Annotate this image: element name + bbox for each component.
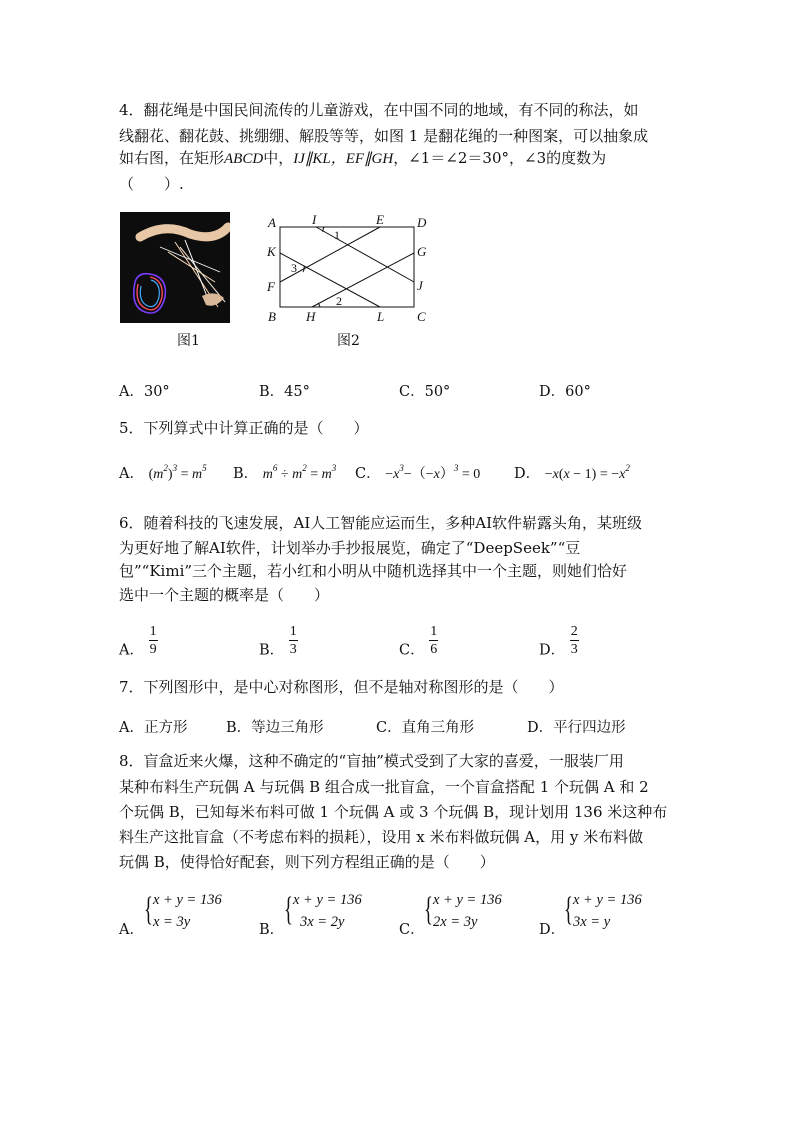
q8-option-d-label[interactable]: D． bbox=[539, 922, 566, 938]
q6-text-line-2: 为更好地了解AI软件，计划举办手抄报展览，确定了“DeepSeek”“豆 bbox=[119, 539, 581, 557]
fraction-numerator: 1 bbox=[289, 624, 297, 639]
q5-option-a[interactable] bbox=[119, 462, 207, 483]
q7-option-d[interactable]: D．平行四边形 bbox=[527, 720, 626, 736]
q6-option-b[interactable] bbox=[259, 624, 298, 660]
q6-option-a-fraction bbox=[149, 624, 158, 657]
q5-option-a-expr: $(m^2)^3 = m^5$ bbox=[148, 463, 207, 482]
q6-option-b-fraction bbox=[289, 624, 298, 657]
q8-text-line-2: 某种布料生产玩偶 A 与玩偶 B 组合成一批盲盒，一个盲盒搭配 1 个玩偶 A 和 2 bbox=[119, 778, 649, 796]
q8-text-line-4: 料生产这批盲盒（不考虑布料的损耗），设用 x 米布料做玩偶 A，用 y 米布料做 bbox=[119, 828, 644, 846]
label-g: G bbox=[417, 244, 427, 259]
q8-option-b-system[interactable]: { x + y = 136 3x = 2y bbox=[284, 889, 353, 933]
q5-option-c-label: C． bbox=[355, 466, 381, 482]
q4-option-c[interactable]: C．50° bbox=[399, 384, 451, 400]
q5-option-a-label: A． bbox=[119, 466, 144, 482]
label-l: L bbox=[377, 309, 385, 324]
q6-option-c[interactable] bbox=[399, 624, 438, 660]
string-game-photo bbox=[120, 212, 230, 323]
q6-option-d[interactable] bbox=[539, 624, 579, 660]
q4-text-line-2: 线翻花、翻花鼓、挑绷绷、解股等等，如图 1 是翻花绳的一种图案，可以抽象成 bbox=[119, 127, 649, 145]
q7-option-b[interactable]: B．等边三角形 bbox=[226, 720, 324, 736]
q6-option-c-fraction bbox=[429, 624, 438, 657]
label-h: H bbox=[306, 309, 316, 324]
q7-stem: 7．下列图形中，是中心对称图形，但不是轴对称图形的是（ ） bbox=[119, 678, 564, 696]
q4-option-a[interactable]: A．30° bbox=[119, 384, 170, 400]
fraction-denominator: 6 bbox=[430, 642, 438, 657]
rectangle-geometry-figure bbox=[260, 210, 435, 325]
string-game-photo-drawing bbox=[120, 212, 230, 323]
q8-text-line-1: 8．盲盒近来火爆，这种不确定的“盲抽”模式受到了大家的喜爱，一服装厂用 bbox=[119, 752, 624, 770]
equation-1: x + y = 136 bbox=[573, 892, 642, 908]
q5-option-c[interactable] bbox=[355, 462, 480, 483]
q5-option-d-label: D． bbox=[514, 466, 541, 482]
q4-text-line-4: （ ）. bbox=[119, 175, 184, 193]
q6-text-line-1: 6．随着科技的飞速发展，AI人工智能应运而生，多种AI软件崭露头角，某班级 bbox=[119, 514, 643, 532]
q4-line3-part-c: ，∠1＝∠2＝30°，∠3的度数为 bbox=[393, 149, 607, 167]
q5-option-b-label: B． bbox=[233, 466, 259, 482]
q7-option-a[interactable]: A．正方形 bbox=[119, 720, 188, 736]
label-k: K bbox=[267, 244, 276, 259]
label-c: C bbox=[417, 309, 426, 324]
q8-option-c-label[interactable]: C． bbox=[399, 922, 425, 938]
equation-2: 2x = 3y bbox=[433, 914, 478, 930]
line-gh bbox=[312, 253, 414, 307]
q8-option-c-system[interactable]: { x + y = 136 2x = 3y bbox=[424, 889, 493, 933]
fraction-denominator: 3 bbox=[570, 642, 578, 657]
q6-option-b-label: B． bbox=[259, 642, 285, 659]
q6-option-a[interactable] bbox=[119, 624, 158, 660]
q6-option-d-fraction bbox=[570, 624, 579, 657]
q7-option-c[interactable]: C．直角三角形 bbox=[376, 720, 475, 736]
q8-text-line-5: 玩偶 B，使得恰好配套，则下列方程组正确的是（ ） bbox=[119, 853, 495, 871]
q4-text-line-1: 4．翻花绳是中国民间流传的儿童游戏，在中国不同的地域，有不同的称法，如 bbox=[119, 101, 639, 119]
q6-option-d-label: D． bbox=[539, 642, 566, 659]
label-b: B bbox=[268, 309, 276, 324]
q8-option-b-label[interactable]: B． bbox=[259, 922, 285, 938]
label-i: I bbox=[312, 212, 317, 227]
q5-option-d[interactable] bbox=[514, 462, 630, 483]
q6-option-a-label: A． bbox=[119, 642, 144, 659]
q4-line3-part-a: 如右图，在矩形 bbox=[119, 149, 225, 167]
label-j: J bbox=[417, 278, 423, 293]
q6-option-c-label: C． bbox=[399, 642, 425, 659]
label-e: E bbox=[376, 212, 384, 227]
figure-2-caption: 图2 bbox=[337, 333, 360, 349]
equation-2: 3x = 2y bbox=[300, 914, 345, 930]
q4-option-d[interactable]: D．60° bbox=[539, 384, 591, 400]
angle-2-label: 2 bbox=[336, 294, 342, 308]
q5-option-d-expr: $-x(x - 1) = -x^2$ bbox=[544, 463, 630, 482]
q8-text-line-3: 个玩偶 B，已知每米布料可做 1 个玩偶 A 或 3 个玩偶 B，现计划用 136 米这种布 bbox=[119, 803, 668, 821]
rectangle-abcd bbox=[280, 227, 414, 307]
q5-option-b[interactable] bbox=[233, 462, 336, 483]
q8-option-d-system[interactable]: { x + y = 136 3x = y bbox=[564, 889, 633, 933]
angle-3-label: 3 bbox=[291, 261, 297, 275]
equation-1: x + y = 136 bbox=[153, 892, 222, 908]
q6-text-line-3: 包”“Kimi”三个主题，若小红和小明从中随机选择其中一个主题，则她们恰好 bbox=[119, 562, 628, 580]
fraction-numerator: 1 bbox=[149, 624, 157, 639]
fraction-denominator: 9 bbox=[149, 642, 157, 657]
label-d: D bbox=[417, 215, 427, 230]
q4-option-b[interactable]: B．45° bbox=[259, 384, 310, 400]
fraction-numerator: 1 bbox=[430, 624, 438, 639]
equation-2: 3x = y bbox=[573, 914, 611, 930]
fraction-denominator: 3 bbox=[289, 642, 297, 657]
q5-stem: 5．下列算式中计算正确的是（ ） bbox=[119, 419, 369, 437]
q4-line3-part-b: 中， bbox=[263, 149, 294, 167]
q8-option-a-label[interactable]: A． bbox=[119, 922, 144, 938]
figure-1-caption: 图1 bbox=[177, 333, 200, 349]
q4-parallel-relations: IJ∥KL，EF∥GH bbox=[293, 151, 394, 167]
angle-2-arc bbox=[318, 303, 320, 307]
q4-rect-name: ABCD bbox=[224, 151, 264, 167]
label-f: F bbox=[267, 279, 275, 294]
equation-1: x + y = 136 bbox=[433, 892, 502, 908]
q5-option-b-expr: $m^6 \div m^2 = m^3$ bbox=[262, 463, 337, 482]
q8-option-a-system[interactable]: { x + y = 136 x = 3y bbox=[144, 889, 213, 933]
equation-1: x + y = 136 bbox=[293, 892, 362, 908]
equation-2: x = 3y bbox=[153, 914, 191, 930]
q4-text-line-3 bbox=[119, 148, 606, 169]
q5-option-c-expr: $-x^3-(-x)^3 = 0$ bbox=[385, 463, 481, 482]
fraction-numerator: 2 bbox=[570, 624, 578, 639]
q6-text-line-4: 选中一个主题的概率是（ ） bbox=[119, 586, 330, 604]
label-a: A bbox=[268, 215, 276, 230]
angle-1-label: 1 bbox=[334, 228, 340, 242]
